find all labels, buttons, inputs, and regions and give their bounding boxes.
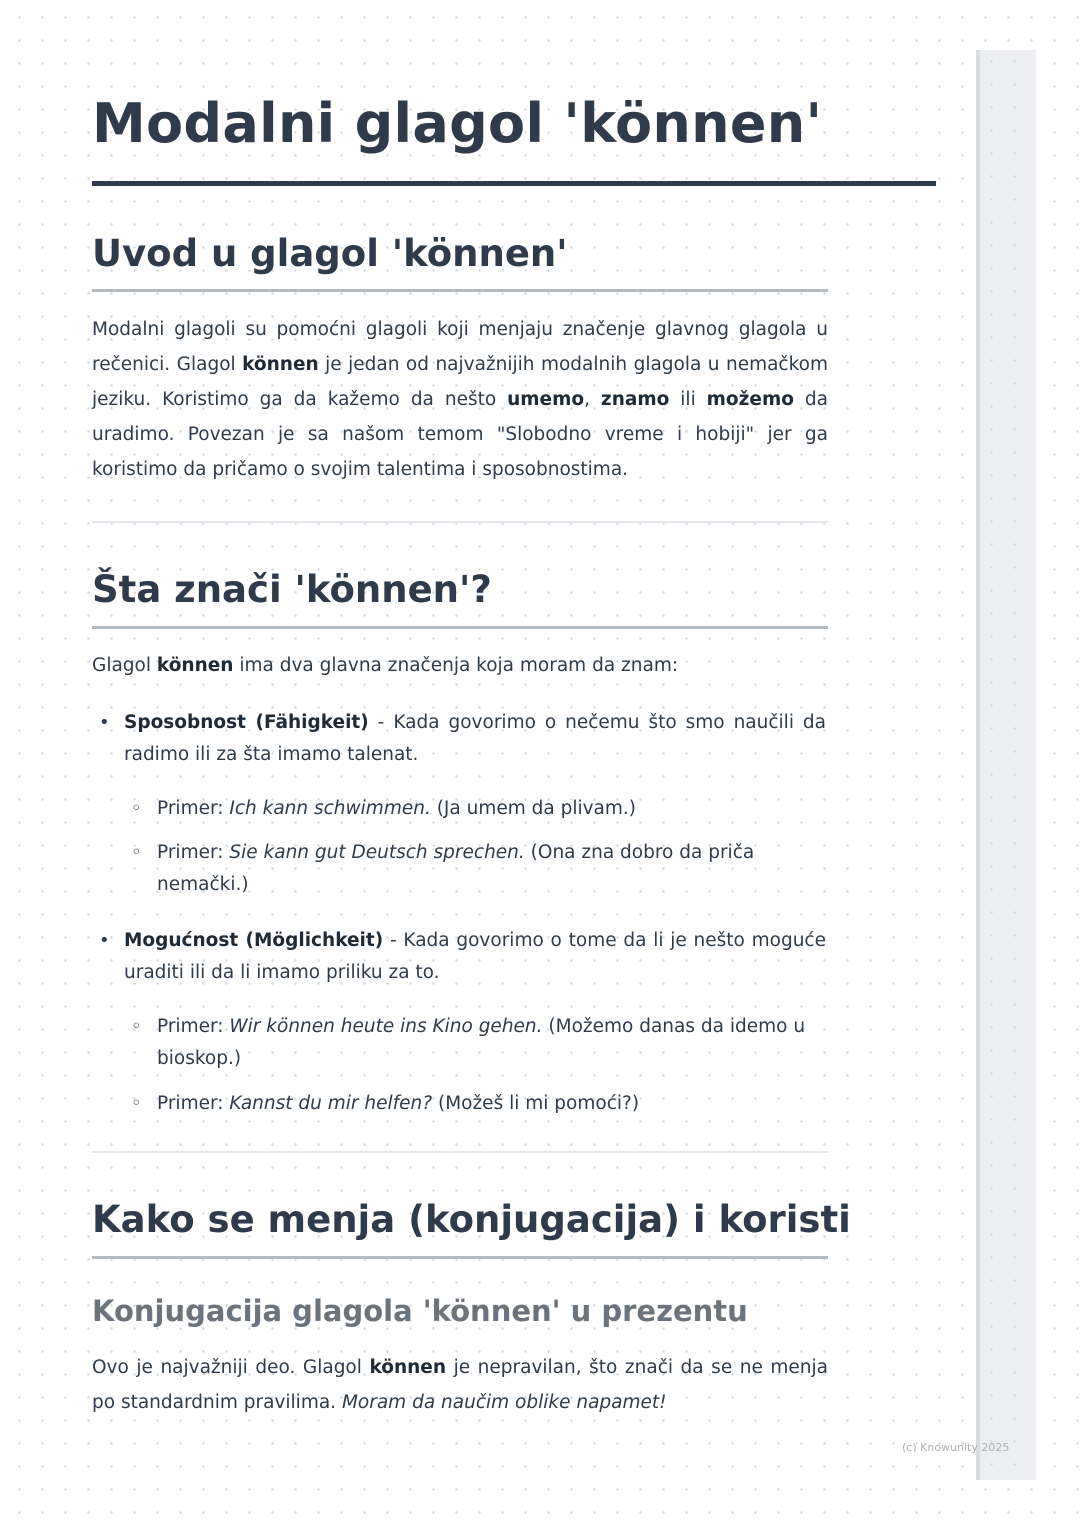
conjugation-heading-underline: [92, 1256, 828, 1259]
conjugation-heading: Kako se menja (konjugacija) i koristi: [92, 1198, 851, 1241]
conjugation-subheading: Konjugacija glagola 'können' u prezentu: [92, 1294, 748, 1328]
example-item: Primer: Sie kann gut Deutsch sprechen. (Ona zna dobro da priča nemački.): [157, 842, 755, 895]
intro-heading-underline: [92, 289, 828, 292]
section-divider: [92, 521, 828, 523]
meaning-heading: Šta znači 'können'?: [92, 568, 492, 611]
list-item: Sposobnost (Fähigkeit) - Kada govorimo o nečemu što smo naučili da radimo ili za šta imamo talenat.: [124, 712, 826, 765]
example-item: Primer: Kannst du mir helfen? (Možeš li mi pomoći?): [157, 1093, 640, 1114]
bullet-circle: ◦: [131, 798, 142, 819]
bullet-disc: •: [99, 712, 110, 733]
list-item: Mogućnost (Möglichkeit) - Kada govorimo o tome da li je nešto moguće uraditi ili da li imamo priliku za to.: [124, 930, 826, 983]
example-item: Primer: Ich kann schwimmen. (Ja umem da plivam.): [157, 798, 637, 819]
copyright-footer: (c) Knowunity 2025: [902, 1441, 1010, 1454]
intro-paragraph: Modalni glagoli su pomoćni glagoli koji menjaju značenje glavnog glagola u rečenici. Glagol können je jedan od najvažnijih modalnih glagola u nemačkom jeziku. Koristimo ga da kažemo da nešto umemo, znamo ili možemo da uradimo. Povezan je sa našom temom "Slobodno vreme i hobiji" jer ga koristimo da pričamo o svojim talentima i sposobnostima.: [92, 319, 829, 480]
bullet-disc: •: [99, 930, 110, 951]
bullet-circle: ◦: [131, 1016, 142, 1037]
example-item: Primer: Wir können heute ins Kino gehen. (Možemo danas da idemo u bioskop.): [157, 1016, 806, 1069]
title-underline: [92, 181, 936, 186]
section-divider: [92, 1151, 828, 1153]
page-title: Modalni glagol 'können': [92, 92, 823, 155]
conjugation-paragraph: Ovo je najvažniji deo. Glagol können je nepravilan, što znači da se ne menja po standardnim pravilima. Moram da naučim oblike napamet!: [92, 1357, 829, 1413]
page-side-strip: [976, 50, 1036, 1480]
meaning-heading-underline: [92, 626, 828, 629]
intro-heading: Uvod u glagol 'können': [92, 232, 568, 275]
bullet-circle: ◦: [131, 1093, 142, 1114]
meaning-lead: Glagol können ima dva glavna značenja koja moram da znam:: [92, 655, 679, 676]
bullet-circle: ◦: [131, 842, 142, 863]
